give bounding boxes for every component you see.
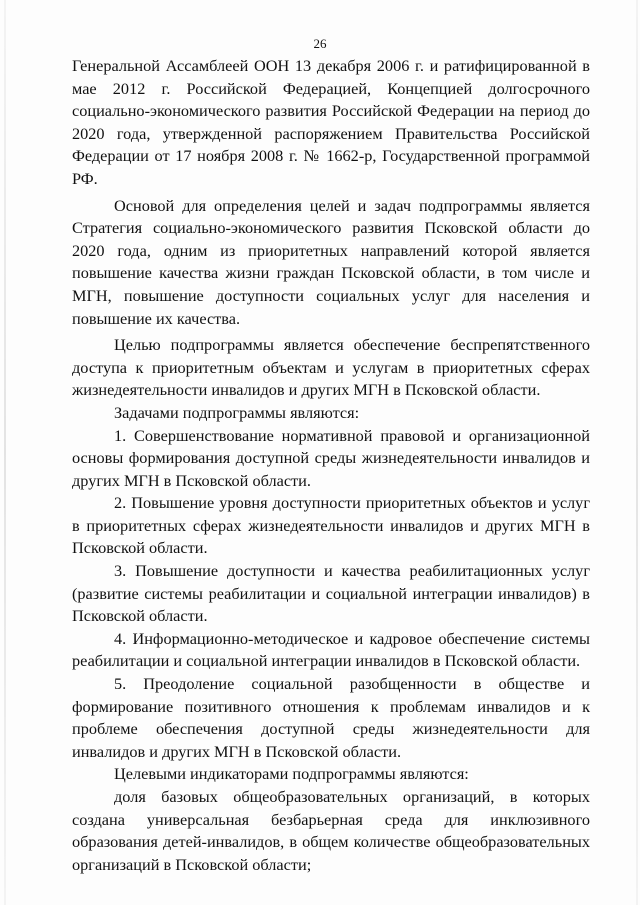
paragraph-indicator-1: доля базовых общеобразовательных организаций, в которых создана универсальная безбарьерная среда для инклюзивного образования детей-инвалидов, в общем количестве общеобразовательных организаций в Псковской области; [72, 787, 590, 874]
scan-edge-left [4, 0, 6, 905]
paragraph-indicators-heading: Целевыми индикаторами подпрограммы являются: [114, 764, 469, 784]
list-item-task-4: 4. Информационно-методическое и кадровое обеспечение системы реабилитации и социальной интеграции инвалидов в Псковской области. [72, 628, 590, 671]
paragraph-strategy-basis: Основой для определения целей и задач подпрограммы является Стратегия социально-экономического развития Псковской области до 2020 года, одним из приоритетных направлений которой является повышение качества жизни граждан Псковской области, в том числе и МГН, повышение доступности социальных услуг для населения и повышение их качества. [72, 195, 590, 328]
list-item-task-3: 3. Повышение доступности и качества реабилитационных услуг (развитие системы реабилитации и социальной интеграции инвалидов) в Псковской области. [72, 561, 590, 626]
list-item-task-5: 5. Преодоление социальной разобщенности в обществе и формирование позитивного отношения к проблемам инвалидов и к проблеме обеспечения доступной среды жизнедеятельности для инвалидов и других МГН в Псковской области. [72, 674, 590, 761]
paragraph-goal: Целью подпрограммы является обеспечение беспрепятственного доступа к приоритетным объектам и услугам в приоритетных сферах жизнедеятельности инвалидов и других МГН в Псковской области. [72, 335, 590, 400]
list-item-task-1: 1. Совершенствование нормативной правовой и организационной основы формирования доступной среды жизнедеятельности инвалидов и других МГН в Псковской области. [72, 425, 590, 490]
scan-edge-right [636, 0, 638, 905]
paragraph-continuation: Генеральной Ассамблеей ООН 13 декабря 2006 г. и ратифицированной в мае 2012 г. Российской Федерацией, Концепцией долгосрочного социально-экономического развития Российской Федерации на период до 2020 года, утвержденной распоряжением Правительства Российской Федерации от 17 ноября 2008 г. № 1662-р, Государственной программой РФ. [72, 56, 590, 188]
paragraph-tasks-heading: Задачами подпрограммы являются: [114, 402, 360, 422]
page-number: 26 [313, 36, 327, 51]
list-item-task-2: 2. Повышение уровня доступности приоритетных объектов и услуг в приоритетных сферах жизнедеятельности инвалидов и других МГН в Псковской области. [72, 493, 590, 558]
document-body [72, 55, 590, 876]
